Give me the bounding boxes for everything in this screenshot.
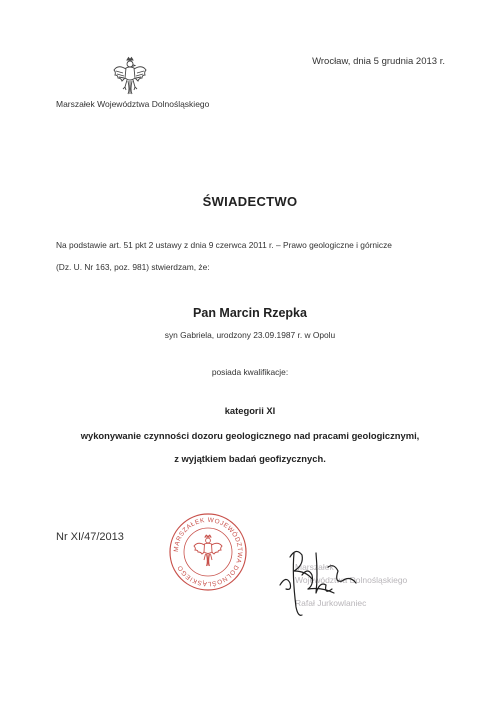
certificate-number: Nr XI/47/2013 [56, 531, 124, 543]
polish-eagle-emblem-icon [112, 56, 148, 96]
document-date: Wrocław, dnia 5 grudnia 2013 r. [312, 56, 445, 67]
holder-name: Pan Marcin Rzepka [193, 306, 307, 320]
seal-ring-text: MARSZAŁEK WOJEWÓDZTWA DOLNOŚLĄSKIEGO [172, 516, 244, 588]
qualification-category: kategorii XI [224, 405, 276, 416]
handwritten-signature [272, 545, 362, 625]
legal-basis-line-2: (Dz. U. Nr 163, poz. 981) stwierdzam, że: [56, 262, 210, 272]
holder-details: syn Gabriela, urodzony 23.09.1987 r. w Opolu [164, 330, 336, 340]
stamp-signatory: Rafał Jurkowlaniec [295, 598, 367, 608]
issuer-name: Marszałek Województwa Dolnośląskiego [56, 99, 210, 109]
possesses-qualifications-label: posiada kwalifikacje: [211, 367, 289, 377]
stamp-title: Marszałek [295, 562, 334, 572]
stamp-office: Województwa Dolnośląskiego [295, 575, 408, 585]
qualification-description-line-1: wykonywanie czynności dozoru geologicznego nad pracami geologicznymi, [80, 430, 420, 441]
official-seal-icon [168, 512, 248, 592]
legal-basis-line-1: Na podstawie art. 51 pkt 2 ustawy z dnia 9 czerwca 2011 r. – Prawo geologiczne i górnicze [56, 240, 392, 250]
certificate-title: ŚWIADECTWO [202, 194, 298, 209]
qualification-description-line-2: z wyjątkiem badań geofizycznych. [174, 453, 326, 464]
